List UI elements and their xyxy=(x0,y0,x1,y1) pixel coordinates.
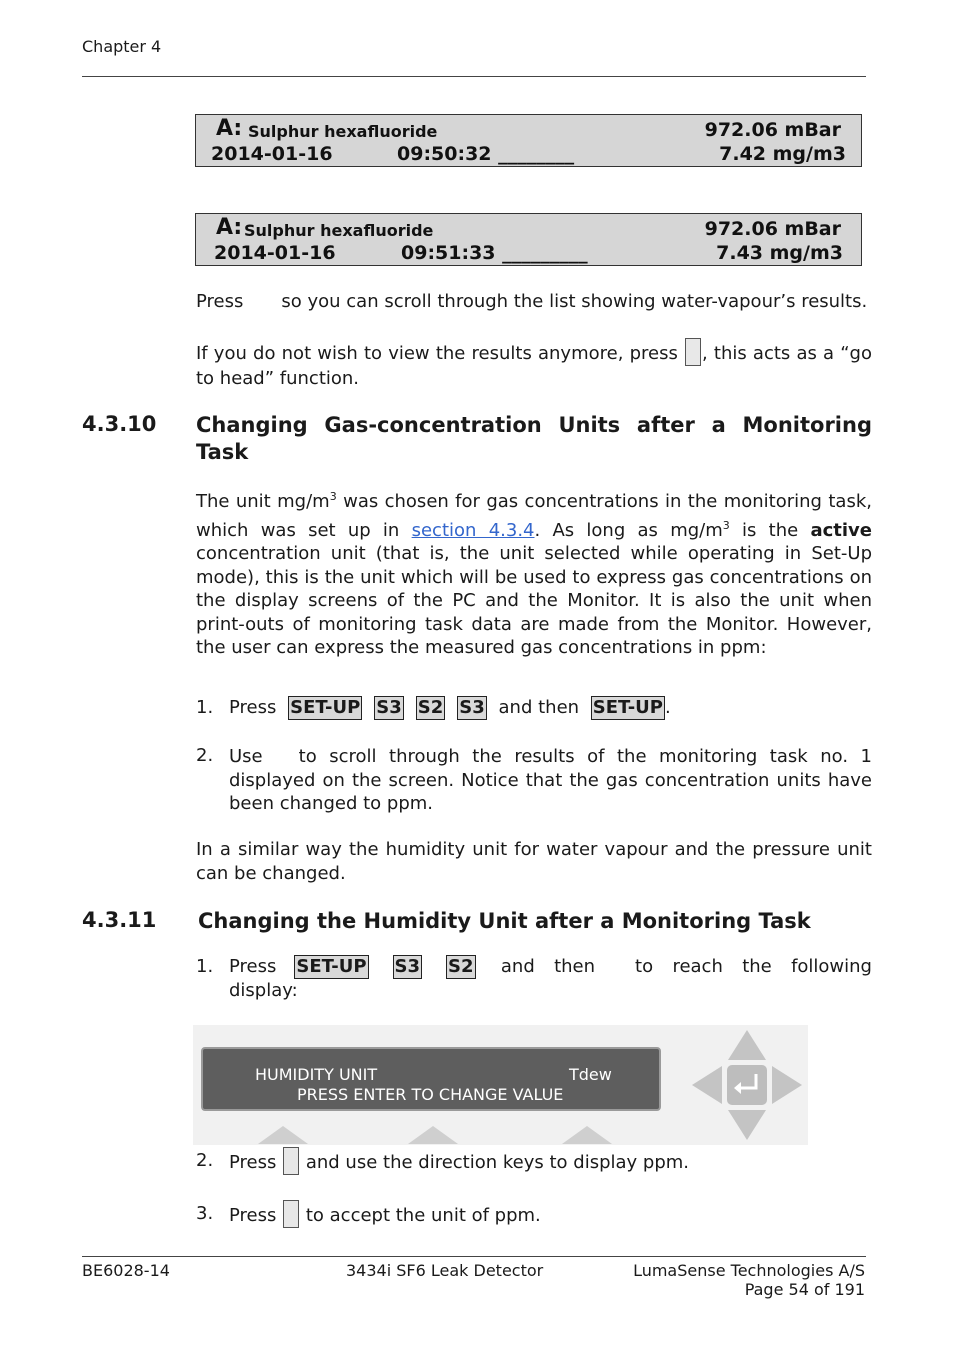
section-4-3-4-link[interactable]: section 4.3.4 xyxy=(411,519,535,541)
step-4-3-11-1-text: Press SET-UP S3 S2 and then to reach the following display: xyxy=(229,956,872,1001)
go-to-head-paragraph: If you do not wish to view the results anymore, press , this acts as a “go to head” function. xyxy=(196,338,872,391)
humidity-unit-label: HUMIDITY UNIT xyxy=(255,1065,378,1084)
s3-key: S3 xyxy=(376,697,402,718)
step-4-3-11-1-number: 1. xyxy=(196,956,214,977)
chapter-header: Chapter 4 xyxy=(82,37,162,56)
closing-paragraph: In a similar way the humidity unit for water vapour and the pressure unit can be changed. xyxy=(196,839,872,884)
arrow-left-icon xyxy=(692,1066,722,1104)
section-4-3-11-number: 4.3.11 xyxy=(82,908,157,932)
lcd2-pressure: 972.06 mBar xyxy=(704,218,841,240)
footer-company: LumaSense Technologies A/S xyxy=(633,1261,865,1280)
s2-key: S2 xyxy=(417,697,444,718)
footer-page-number: Page 54 of 191 xyxy=(744,1280,865,1299)
step-4-3-11-3-text: Press to accept the unit of ppm. xyxy=(229,1200,872,1230)
direction-keypad xyxy=(690,1028,804,1142)
setup-key: SET-UP xyxy=(290,697,361,718)
enter-key-icon xyxy=(727,1065,767,1105)
step-1-number: 1. xyxy=(196,697,214,718)
arrow-right-icon xyxy=(772,1066,802,1104)
footer-rule xyxy=(82,1256,866,1257)
arrow-up-icon xyxy=(728,1030,766,1060)
humidity-unit-value: Tdew xyxy=(569,1065,612,1084)
s2-key: S2 xyxy=(448,956,474,977)
step-2-number: 2. xyxy=(196,745,214,766)
setup-key: SET-UP xyxy=(592,697,663,718)
step-4-3-11-2-number: 2. xyxy=(196,1150,214,1171)
step-4-3-11-3-number: 3. xyxy=(196,1203,214,1224)
enter-key-icon xyxy=(283,1147,299,1175)
s3-key: S3 xyxy=(394,956,421,977)
lcd2-time: 09:51:33 _________ xyxy=(401,242,588,264)
soft-key-3-icon xyxy=(562,1126,612,1144)
step-4-3-11-2-text: Press and use the direction keys to display ppm. xyxy=(229,1147,872,1177)
device-panel xyxy=(193,1025,808,1145)
lcd2-gas-prefix: A: xyxy=(216,215,243,240)
lcd1-gas-name: Sulphur hexafluoride xyxy=(248,122,438,141)
lcd1-gas-prefix: A: xyxy=(216,116,243,141)
step-1-text: Press SET-UP S3 S2 S3 and then SET-UP . xyxy=(229,697,671,718)
section-4-3-10-body: The unit $mg/m^3$ was chosen for gas concentrations in the monitoring task, which was set up in section 4.3.4. As long as $mg/m^3$ is the active concentration unit (that is, the unit selected while operating in Set-Up mode), this is the unit which will be used to express gas concentrations on the display screens of the PC and the Monitor. It is also the unit when print-outs of monitoring task data are made from the Monitor. However, the user can express the measured gas concentrations in ppm: xyxy=(196,490,872,658)
lcd2-date: 2014-01-16 xyxy=(214,242,336,264)
section-4-3-11-title: Changing the Humidity Unit after a Monitoring Task xyxy=(198,909,811,933)
soft-key-2-icon xyxy=(408,1126,458,1144)
section-4-3-10-title: Changing Gas-concentration Units after a Monitoring Task xyxy=(196,413,872,464)
s3-key: S3 xyxy=(459,697,485,718)
lcd2-gas-name: Sulphur hexafluoride xyxy=(244,221,434,240)
scroll-paragraph: Press so you can scroll through the list showing water-vapour’s results. xyxy=(196,291,868,312)
section-4-3-10-number: 4.3.10 xyxy=(82,412,157,436)
lcd1-date: 2014-01-16 xyxy=(211,143,333,165)
enter-key-icon xyxy=(283,1200,299,1228)
device-screen xyxy=(201,1047,661,1111)
footer-product: 3434i SF6 Leak Detector xyxy=(346,1261,544,1280)
arrow-down-icon xyxy=(728,1110,766,1140)
footer-doc-id: BE6028-14 xyxy=(82,1261,170,1280)
press-enter-message: PRESS ENTER TO CHANGE VALUE xyxy=(297,1085,564,1104)
lcd1-time: 09:50:32 ________ xyxy=(397,143,575,165)
lcd2-concentration: 7.43 mg/m3 xyxy=(716,242,843,264)
lcd1-pressure: 972.06 mBar xyxy=(704,119,841,141)
lcd1-concentration: 7.42 mg/m3 xyxy=(719,143,846,165)
setup-key: SET-UP xyxy=(296,956,367,977)
lcd-display-2 xyxy=(195,213,862,266)
lcd-display-1 xyxy=(195,114,862,167)
head-key-icon xyxy=(685,338,701,366)
soft-key-1-icon xyxy=(258,1126,308,1144)
step-2-text: Use to scroll through the results of the monitoring task no. 1 displayed on the screen. Notice that the gas concentration units have been changed to ppm. xyxy=(229,746,872,814)
header-rule xyxy=(82,76,866,77)
